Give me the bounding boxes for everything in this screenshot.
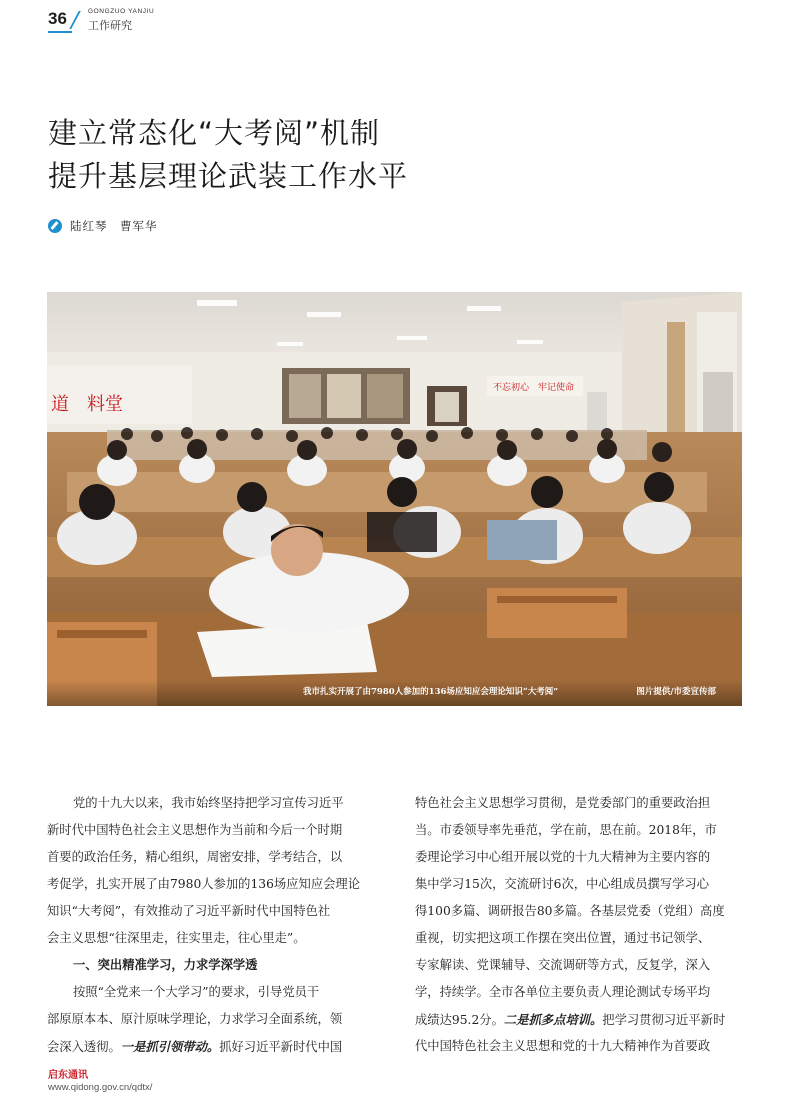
body-column-left <box>47 790 375 1060</box>
paragraph-line: 集中学习15次，交流研讨6次，中心组成员撰写学习心 <box>415 877 710 891</box>
page-footer <box>48 1066 152 1093</box>
section-name: 工作研究 <box>88 19 132 32</box>
paragraph-line: 委理论学习中心组开展以党的十九大精神为主要内容的 <box>415 850 711 864</box>
paragraph-line: 首要的政治任务，精心组织，周密安排，学考结合，以 <box>47 850 343 864</box>
article-title <box>48 112 748 198</box>
paragraph-line: 专家解读、党课辅导、交流调研等方式，反复学，深入 <box>415 958 711 972</box>
emphasis-text: 一是抓引领带动。 <box>120 1039 220 1054</box>
emphasis-text: 二是抓多点培训。 <box>503 1012 603 1027</box>
paragraph-line: 考促学，扎实开展了由7980人参加的136场应知应会理论 <box>47 877 361 891</box>
paragraph-line <box>415 1006 743 1033</box>
paragraph-line: 重视，切实把这项工作摆在突出位置，通过书记领学、 <box>415 931 711 945</box>
authors: 陆红琴 曹军华 <box>70 219 158 233</box>
page-header <box>48 8 348 34</box>
photo-caption-bar <box>47 680 742 706</box>
paragraph-line: 特色社会主义思想学习贯彻，是党委部门的重要政治担 <box>415 796 711 810</box>
photo-caption: 我市扎实开展了由7980人参加的136场应知应会理论知识“大考阅” <box>303 687 559 697</box>
byline <box>48 216 158 236</box>
paragraph-line: 代中国特色社会主义思想和党的十九大精神作为首要政 <box>415 1039 711 1053</box>
paragraph-line <box>47 1033 375 1060</box>
paragraph-line: 按照“全党来一个大学习”的要求，引导党员干 <box>73 985 320 999</box>
title-line-2: 提升基层理论武装工作水平 <box>48 159 409 193</box>
paragraph-line: 知识“大考阅”，有效推动了习近平新时代中国特色社 <box>47 904 331 918</box>
paragraph-line: 新时代中国特色社会主义思想作为当前和今后一个时期 <box>47 823 343 837</box>
paragraph-text: 把学习贯彻习近平新时 <box>602 1013 726 1027</box>
pen-icon <box>48 219 62 233</box>
banner-text: 道 料堂 <box>51 394 123 415</box>
section-heading: 一、突出精准学习，力求学深学透 <box>73 958 258 972</box>
paragraph-text: 会深入透彻。 <box>47 1040 121 1054</box>
paragraph-line: 党的十九大以来，我市始终坚持把学习宣传习近平 <box>73 796 344 810</box>
photo-credit: 图片提供/市委宣传部 <box>636 687 716 697</box>
paragraph-text: 抓好习近平新时代中国 <box>219 1040 343 1054</box>
title-line-1: 建立常态化“大考阅”机制 <box>48 116 381 150</box>
paragraph-line: 得100多篇、调研报告80多篇。各基层党委（党组）高度 <box>415 904 725 918</box>
article-photo <box>47 292 742 706</box>
paragraph-line: 部原原本本、原汁原味学理论，力求学习全面系统，领 <box>47 1012 343 1026</box>
paragraph-text: 成绩达95.2分。 <box>415 1013 504 1027</box>
footer-brand: 启东通讯 <box>48 1070 88 1081</box>
footer-url: www.qidong.gov.cn/qdtx/ <box>48 1082 153 1093</box>
header-slash-decoration <box>69 11 81 29</box>
page-number: 36 <box>48 9 67 28</box>
paragraph-line: 会主义思想“往深里走，往实里走，往心里走”。 <box>47 931 306 945</box>
section-pinyin: GONGZUO YANJIU <box>88 8 155 15</box>
header-underline <box>48 31 72 33</box>
paragraph-line: 当。市委领导率先垂范，学在前，思在前。2018年，市 <box>415 823 717 837</box>
paragraph-line: 学，持续学。全市各单位主要负责人理论测试专场平均 <box>415 985 711 999</box>
wall-slogan: 不忘初心 牢记使命 <box>493 383 575 393</box>
exam-hall-illustration <box>47 292 742 706</box>
body-column-right <box>415 790 743 1060</box>
